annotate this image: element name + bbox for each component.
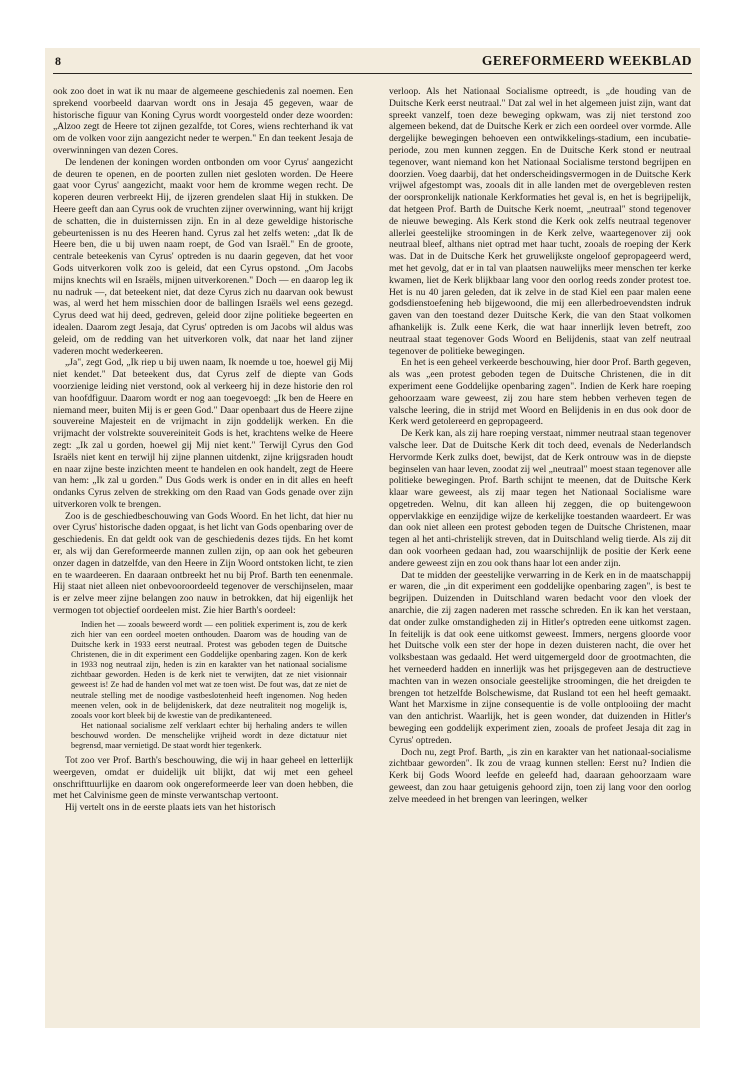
paragraph: „Ja", zegt God, „Ik riep u bij uwen naam, Ik noemde u toe, hoewel gij Mij niet kendet." Dat beteekent dus, dat Cyrus zelf de diepte van Gods voorzienige leiding niet verstond, ook al verkeerg hij in deze historie den rol van hoofdfiguur. Daarom wordt er nog aan toegevoegd: „Ik ben de Heere en niemand meer, buiten Mij is er geen God." Daar openbaart dus de Heere zijne souvereine Majesteit en de vrijmacht in zijn goddelijk werken. En die vrijmacht der volstrekte souvereiniteit Gods is het, krachtens welke de Heere zegt: „Ik zal u gorden, hoewel gij Mij niet kent." Terwijl Cyrus den God Israëls niet kent en terwijl hij zijne plannen uitdenkt, zijne krijgsraden houdt en naar zijne beste inzichten meent te handelen en ook handelt, zegt de Heere van hem: „Ik zal u gorden." Dus Gods werk is onder en in dit alles en heeft ondanks Cyrus zelven de strekking om den Raad van Gods genade over zijn uitverkoren volk te brengen. (53, 357, 353, 510)
quote-paragraph: Het nationaal socialisme zelf verklaart echter bij herhaling anders te willen beschouwd worden. De menschelijke vrijheid wordt in deze dictatuur niet begrensd, maar vernietigd. De staat wordt hier tegenkerk. (71, 720, 347, 750)
paragraph: Hij vertelt ons in de eerste plaats iets van het historisch (65, 802, 276, 814)
paragraph: Tot zoo ver Prof. Barth's beschouwing, die wij in haar geheel en letterlijk weergeven, omdat er duidelijk uit blijkt, dat wij met een geheel onschrifttuurlijke en daarom ook ongereformeerde leer van doen hebben, die met het Calvinisme geen de minste verwantschap vertoont. (53, 755, 353, 802)
paragraph: verloop. Als het Nationaal Socialisme optreedt, is „de houding van de Duitsche Kerk eerst neutraal." Dat zal wel in het algemeen juist zijn, want dat spreekt vanzelf, toen deze beweging opkwam, was zij niet terstond zoo algemeen bekend, dat de Duitsche Kerk er zich een oordeel over vormde. Alle dergelijke bewegingen behoeven een ontwikkelings-stadium, een incubatie-periode, zou men kunnen zeggen. En de Duitsche Kerk stond er neutraal tegenover, want niemand kon het Nationaal Socialisme terstond begrijpen en doorzien. Voeg daarbij, dat het onderscheidingsvermogen in de Duitsche Kerk vrijwel afgestompt was, zooals dit in alle landen met de overgebleven resten der oorspronkelijk nationale Kerkformaties het geval is, en het is begrijpelijk, dat hetgeen Prof. Barth de Duitsche Kerk noemt, „neutraal" stond tegenover de nieuwe beweging. Als Kerk stond die Kerk ook zelfs neutraal tegenover allerlei geestelijke stroomingen in de Kerk zelve, waartegenover zij ook neutraal bleef, althans niet optrad met haar tucht, zooals de roeping der Kerk was. Dat in de Duitsche Kerk het gruwelijkste ongeloof gepropageerd werd, met het gevolg, dat er in tal van plaatsen nauwelijks meer menschen ter kerke kwamen, liet de Kerk blijkbaar lang voor den oorlog reeds zonder protest toe. Het is nu 40 jaren geleden, dat ik zelve in de stad Kiel een paar malen eene godsdienstoefening heb bijgewoond, die mij een allerbedroevendsten indruk gaven van den toestand dezer Duitsche Kerk, die van den Staat volkomen afhankelijk is. Zulk eene Kerk, die wat haar innerlijk leven betreft, zoo neutraal staat tegenover Gods Woord en Belijdenis, staat van zelf neutraal tegenover de politieke bewegingen. (389, 86, 691, 357)
newspaper-page (45, 48, 700, 1028)
paragraph: En het is een geheel verkeerde beschouwing, hier door Prof. Barth gegeven, als was „een protest geboden tegen de Duitsche Christenen, die in dit experiment eene Goddelijke openbaring zagen". Indien de Kerk hare roeping gehoorzaam ware geweest, zij zou hare stem hebben verheven tegen de valsche leering, die in strijd met Woord en Belijdenis in en dus ook door de Kerk werd getolereerd en gepropageerd. (389, 357, 691, 428)
paragraph: De Kerk kan, als zij hare roeping verstaat, nimmer neutraal staan tegenover valsche leer. Dat de Duitsche Kerk dit toch deed, evenals de Nederlandsch Hervormde Kerk zulks doet, bewijst, dat de Kerk ontrouw was in de diepste beginselen van haar leven, zoodat zij wel „neutraal" moest staan tegenover alle politieke bewegingen. Prof. Barth schijnt te meenen, dat de Duitsche Kerk klaar ware geweest, als zij maar tegen het Nationaal Socialisme ware opgetreden. Welnu, dit kan alleen hij zeggen, die op buitengewoon oppervlakkige en eenzijdige wijze de kerkelijke toestanden waardeert. Er was dan ook niet alleen een protest geboden tegen de Duitsche Christenen, maar tegen al het anti-christelijk streven, dat in Duitschland welig tierde. Als zij dit dan ook voorheen gedaan had, zou waarschijnlijk de positie der Kerk eene andere geweest zijn en zou ook thans haar lot een ander zijn. (389, 428, 691, 569)
journal-title: GEREFORMEERD WEEKBLAD (481, 53, 692, 68)
barth-quote (71, 620, 347, 751)
paragraph: De lendenen der koningen worden ontbonden om voor Cyrus' aangezicht de deuren te openen, en de poorten zullen niet gesloten worden. De Heere gaat voor Cyrus' aangezicht, maakt voor hem de kromme wegen recht. De koperen deuren verbreekt Hij, de ijzeren grendelen slaat Hij in stukken. De Heere geeft dan aan Cyrus ook de vruchten zijner overwinning, want hij krijgt de schatten, die in duisternissen zijn. En in al deze geweldige historische gebeurtenissen is nu des Heeren hand. Cyrus zal het zelfs weten: „dat Ik de Heere ben, die u bij uwen naam roept, de God van Israël." En de groote, centrale beteekenis van Cyrus' optreden is nu daarin gegeven, dat het voor Gods uitverkoren volk zoo is geleid, dat een Cyrus opstond. „Om Jacobs mijns knechts wil en Israëls, mijnen uitverkorenen." Doch — en daarop leg ik nu nadruk —, dat beteekent niet, dat deze Cyrus zich nu daarvan ook bewust was, al werd het hem misschien door de ballingen Israëls wel eens gezegd. Cyrus deed wat hij deed, gedreven, geleid door zijne politieke begeerten en idealen. Daarom zegt Jesaja, dat Cyrus' optreden is om Jacobs wil aldus was geleid, om de redding van het uitverkoren volk, dat naar het land zijner vaderen mocht wederkeeren. (53, 156, 353, 357)
quote-paragraph: Indien het — zooals beweerd wordt — een politiek experiment is, zou de kerk zich hier van een oordeel moeten onthouden. Daarom was de houding van de Duitsche kerk in 1933 eerst neutraal. Protest was geboden tegen de Duitsche Christenen, die in dit experiment een Goddelijke openbaring zagen. Kon de kerk in 1933 nog neutraal zijn, heden is zin en karakter van het nationaal socialisme zichtbaar geworden. Heden is de kerk niet te verwijten, dat ze niet visionnair geweest is! Ze had de handen vol met wat ze toen wist. De fout was, dat ze niet de neutrale stelling met de noodige vastbeslotenheid heeft ingenomen. Nog heden meenen velen, ook in de belijdeniskerk, dat deze neutraliteit nog mogelijk is, zooals voor kort bleek bij de kwestie van de predikanteneed. (71, 619, 347, 720)
page-header (45, 48, 700, 72)
paragraph: Doch nu, zegt Prof. Barth, „is zin en karakter van het nationaal-socialisme zichtbaar geworden". Ik zou de vraag kunnen stellen: Eerst nu? Indien die Kerk bij Gods Woord leefde en geleefd had, daaraan gehoorzaam ware geweest, dan zou haar getuigenis gehoord zijn, toen zij lang voor den oorlog zelve meedeed in het brengen van leeringen, welker (389, 746, 691, 805)
paragraph: ook zoo doet in wat ik nu maar de algemeene geschiedenis zal noemen. Een sprekend voorbeeld daarvan wordt ons in Jesaja 45 gegeven, waar de historische figuur van Koning Cyrus wordt voorgesteld onder deze woorden: „Alzoo zegt de Heere tot zijnen gezalfde, tot Cores, wiens rechterhand ik vat om de volken voor zijn aangezicht neder te werpen." En dan teekent Jesaja de overwinningen van dezen Cores. (53, 86, 353, 156)
page-number: 8 (55, 54, 61, 68)
paragraph: Dat te midden der geestelijke verwarring in de Kerk en in de maatschappij er waren, die „in dit experiment een goddelijke openbaring zagen", is best te begrijpen. Duizenden in Duitschland waren bedacht voor den vloek der anarchie, die zij zagen naderen met rassche schreden. En ik kan het verstaan, dat onder zulke omstandigheden zij in Hitler's optreden eene uitkomst zagen. In feitelijk is dat ook eene uitkomst geweest. Immers, nergens gloorde voor het Duitsche volk een ster der hope in dezen duisteren nacht, die over het volksbestaan was gedaald. Het werd uitgemergeld door de grootmachten, die het verneederd hadden en innerlijk was het prijsgegeven aan de destructieve machten van in wezen onsociale geestelijke stroomingen, die het dreigden te brengen tot hetzelfde Bolschewisme, dat Rusland tot een hel heeft gemaakt. Want het Marxisme in zijne consequentie is de volle ontplooiing der macht van den antichrist. Waarlijk, het is geen wonder, dat duizenden in Hitler's beweging een goddelijk experiment zien, zooals de profeet Jesaja dit zag in Cyrus' optreden. (389, 569, 691, 746)
left-column (53, 86, 353, 1016)
right-column (389, 86, 691, 1016)
header-rule (53, 73, 692, 74)
paragraph: Zoo is de geschiedbeschouwing van Gods Woord. En het licht, dat hier nu over Cyrus' historische daden opgaat, is het licht van Gods openbaring over de geschiedenis. En dat geldt ook van de geschiedenis dezes tijds. En het komt er, als wij dan Gereformeerde mannen zullen zijn, op aan ook het gebeuren onzer dagen in datzelfde, van den Heere in Zijn Woord ontstoken licht, te zien en te waardeeren. En daaraan ontbreekt het nu bij Prof. Barth ten eenenmale. Hij staat niet alleen niet onbevooroordeeld tegenover de verschijnselen, maar is er zelve meer zijne belangen zoo nauw in betrokken, dat hij eigenlijk het vermogen tot objectief oordeelen mist. Zie hier Barth's oordeel: (53, 510, 353, 617)
